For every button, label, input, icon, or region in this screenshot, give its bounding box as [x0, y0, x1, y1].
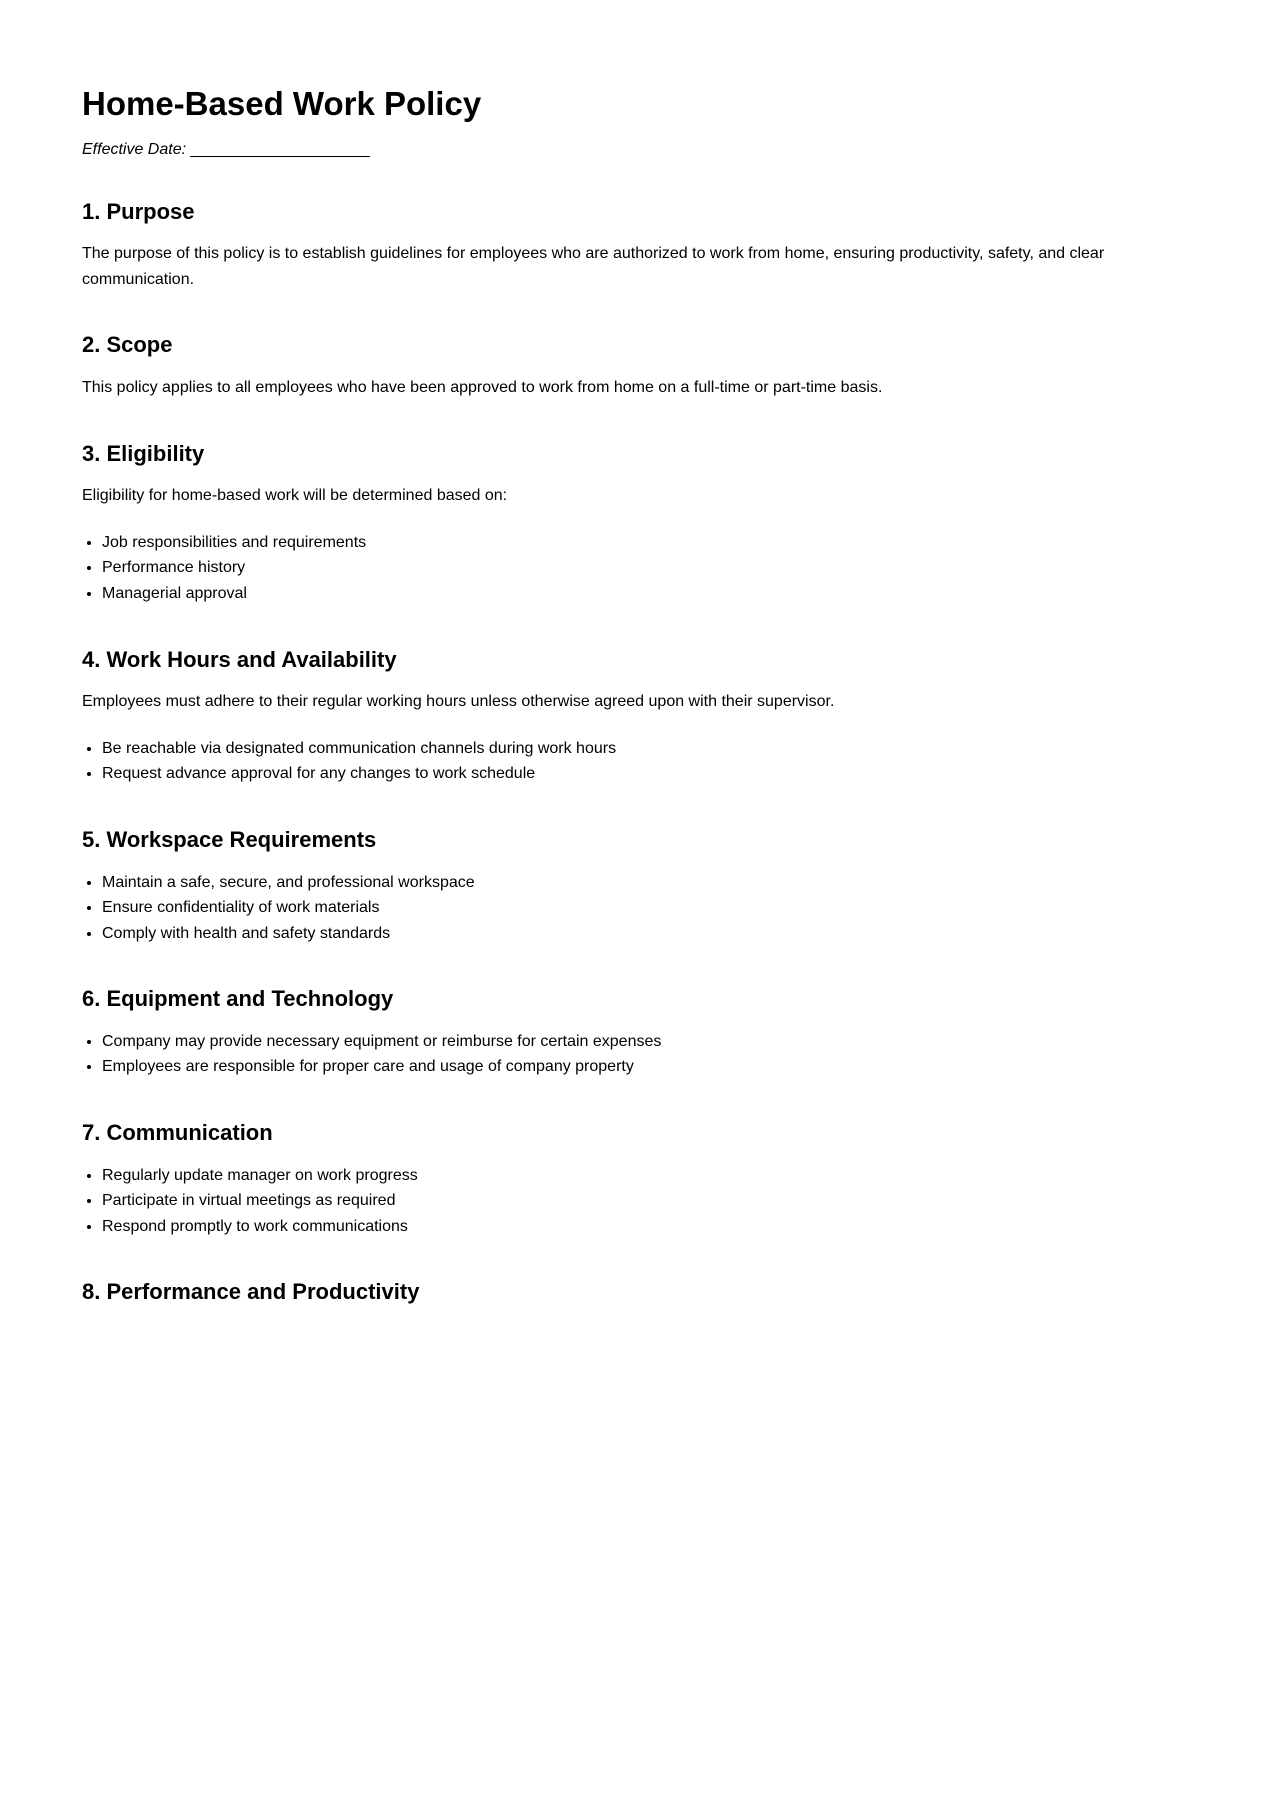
section-heading: 6. Equipment and Technology — [82, 986, 394, 1012]
section-eligibility — [82, 440, 1182, 607]
section-heading: 7. Communication — [82, 1120, 273, 1146]
section-paragraph: Employees must adhere to their regular working hours unless otherwise agreed upon with their supervisor. — [82, 693, 835, 711]
section-work-hours — [82, 646, 1182, 787]
section-performance — [82, 1278, 1182, 1307]
effective-date-blank — [190, 138, 370, 157]
bullet-list — [82, 1029, 1182, 1080]
bullet-list — [82, 870, 1182, 947]
list-item: • Employees are responsible for proper care and usage of company property — [102, 1054, 1182, 1080]
list-item: • Regularly update manager on work progress — [102, 1163, 1182, 1189]
effective-date-line — [82, 137, 1182, 163]
bullet-list — [82, 736, 1182, 787]
section-heading: 2. Scope — [82, 332, 173, 358]
section-purpose — [82, 198, 1182, 293]
effective-date-label: Effective Date: — [82, 141, 187, 158]
bullet-list — [82, 1163, 1182, 1240]
list-item: • Job responsibilities and requirements — [102, 530, 1182, 556]
list-item: • Participate in virtual meetings as required — [102, 1188, 1182, 1214]
section-equipment — [82, 985, 1182, 1080]
section-scope — [82, 331, 1182, 400]
section-heading: 8. Performance and Productivity — [82, 1279, 420, 1305]
section-heading: 5. Workspace Requirements — [82, 826, 377, 852]
list-item: • Managerial approval — [102, 581, 1182, 607]
list-item: • Request advance approval for any changes to work schedule — [102, 761, 1182, 787]
section-workspace — [82, 826, 1182, 946]
list-item: • Ensure confidentiality of work materials — [102, 895, 1182, 921]
list-item: • Maintain a safe, secure, and professional workspace — [102, 870, 1182, 896]
list-item: • Company may provide necessary equipment or reimburse for certain expenses — [102, 1029, 1182, 1055]
section-heading: 4. Work Hours and Availability — [82, 646, 397, 672]
section-paragraph: This policy applies to all employees who have been approved to work from home on a full-time or part-time basis. — [82, 378, 883, 396]
section-heading: 3. Eligibility — [82, 440, 205, 466]
list-item: • Respond promptly to work communications — [102, 1214, 1182, 1240]
list-item: • Performance history — [102, 555, 1182, 581]
section-paragraph: The purpose of this policy is to establish guidelines for employees who are authorized to work from home, ensuring productivity, safety, and clear communication. — [82, 245, 1105, 288]
section-communication — [82, 1119, 1182, 1239]
section-paragraph: Eligibility for home-based work will be determined based on: — [82, 487, 508, 505]
document-title: Home-Based Work Policy — [82, 85, 482, 122]
bullet-list — [82, 530, 1182, 607]
list-item: • Be reachable via designated communication channels during work hours — [102, 736, 1182, 762]
list-item: • Comply with health and safety standards — [102, 921, 1182, 947]
section-heading: 1. Purpose — [82, 198, 195, 224]
